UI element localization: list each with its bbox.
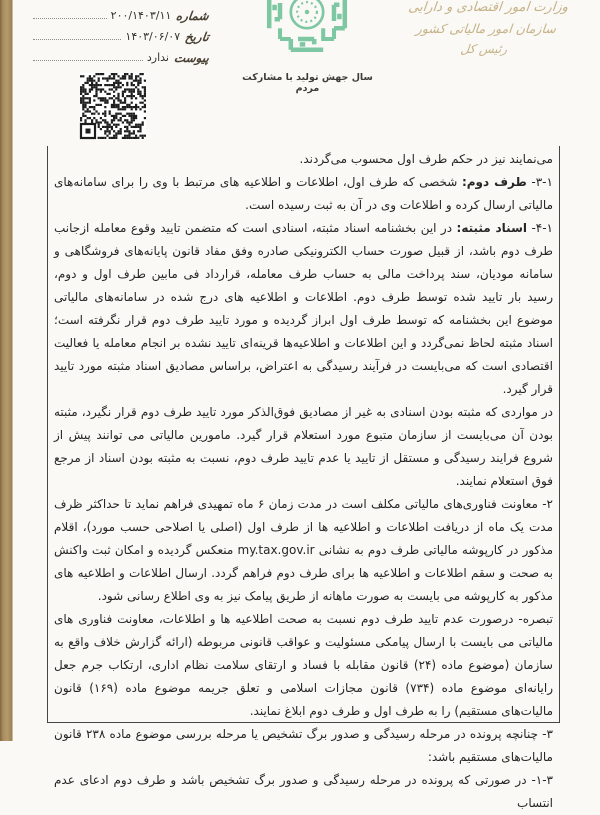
body-paragraph: ۱-۳- طرف دوم: شخصی که طرف اول، اطلاعات و اطلاعیه های مرتبط با وی را برای سامانه‌های مالیاتی ارسال کرده و اطلاعات وی در آن به ثبت رسیده است. (54, 175, 553, 212)
letterhead-heading (383, 0, 589, 59)
date-label: تاریخ (184, 30, 210, 44)
field-row-attachment (33, 44, 209, 65)
body-paragraph: در مواردی که مثبته بودن اسنادی به غیر از مصادیق فوق‌الذکر مورد تایید طرف دوم قرار نگیرد، مثبته بودن آن می‌بایست از سازمان متبوع مورد استعلام قرار گیرد. مامورین مالیاتی می توانند پیش از شروع فرایند رسیدگی و مستقل از تایید یا عدم تایید طرف دوم، نسبت به مثبته بودن اسناد از مرجع فوق استعلام نمایند. (54, 405, 553, 488)
date-value: ۱۴۰۳/۰۶/۰۷ (125, 30, 181, 43)
clause-number: ۳- (542, 727, 553, 741)
tax-administration-emblem-icon (262, 0, 352, 57)
body-paragraph: ۲- معاونت فناوری‌های مالیاتی مکلف است در مدت زمان ۶ ماه تمهیدی فراهم نماید تا حداکثر ظرف مدت یک ماه از دریافت اطلاعات و اطلاعیه ها از طرف اول (اصلی یا اصلاحی حسب مورد)، اقلام مذکور در کارپوشه مالیاتی طرف دوم به نشانی my.tax.gov.ir منعکس گردیده و امکان ثبت واکنش به صحت و سقم اطلاعات و اطلاعیه ها برای طرف دوم فراهم گردد. ارسال اطلاعات و اطلاعیه های مذکور به کارپوشه می بایست به صورت ماهانه از طریق پیامک نیز به وی اطلاع رسانی شود. (54, 497, 553, 603)
dotted-leader (33, 39, 121, 40)
number-label: شماره (175, 9, 210, 23)
dotted-leader (33, 18, 107, 19)
field-row-number (33, 2, 209, 23)
letter-meta-fields (33, 2, 209, 65)
attachment-value: ندارد (146, 51, 169, 64)
signatory-title: رئیس کل (459, 42, 508, 56)
clause-number: ۱-۳- (531, 175, 553, 189)
body-paragraph: تبصره- درصورت عدم تایید طرف دوم نسبت به صحت اطلاعیه ها و اطلاعات، معاونت فناوری های مالیاتی می بایست با ارسال پیامکی مسئولیت و عواقب قانونی مربوطه (ارائه گزارش خلاف واقع به سازمان (موضوع ماده (۲۴) قانون مقابله با فساد و ارتقای سلامت نظام اداری، ارتکاب جرم جعل رایانه‌ای موضوع ماده (۷۳۴) قانون مجازات اسلامی و تعلق جریمه موضوع ماده (۱۶۹) قانون مالیات‌های مستقیم) را به طرف اول و طرف دوم ابلاغ نمایند. (54, 612, 554, 718)
organization-name: سازمان امور مالیاتی کشور (415, 21, 557, 36)
ministry-name: وزارت امور اقتصادی و دارایی (407, 0, 569, 15)
qr-code-icon (80, 73, 146, 139)
clause-number: ۲- (542, 497, 553, 511)
page-edge-strip (0, 0, 13, 741)
field-row-date (33, 23, 209, 44)
attachment-label: پیوست (173, 51, 210, 65)
number-value: ۲۰۰/۱۴۰۳/۱۱ (110, 9, 172, 22)
body-paragraph: می‌نمایند نیز در حکم طرف اول محسوب می‌گردند. (299, 152, 553, 166)
clause-number: تبصره- (518, 612, 553, 626)
dotted-leader (33, 60, 143, 61)
letter-body-frame (47, 146, 560, 810)
body-paragraph: ۳-۱- در صورتی که پرونده در مرحله رسیدگی و صدور برگ تشخیص باشد و طرف دوم ادعای عدم انتساب (54, 773, 553, 810)
body-paragraph: ۳- چنانچه پرونده در مرحله رسیدگی و صدور برگ تشخیص یا مرحله بررسی موضوع ماده ۲۳۸ قانون مالیات‌های مستقیم باشد: (54, 727, 553, 764)
clause-number: ۱-۴- (531, 221, 553, 235)
clause-number: ۳-۱- (531, 773, 553, 787)
body-paragraph: ۱-۴- اسناد مثبته: در این بخشنامه اسناد مثبته، اسنادی است که متضمن تایید وقوع معامله ازجانب طرف دوم باشد، از قبیل صورت حساب الکترونیکی صادره وفق مفاد قانون پایانه‌های فروشگاهی و سامانه مودیان، سند پرداخت مالی به حساب طرف معامله، قرارداد فی مابین طرف اول و دوم، رسید بار تایید شده توسط طرف دوم. اطلاعات و اطلاعیه های درج شده در سامانه‌های مالیاتی موضوع این بخشنامه که توسط طرف اول ابراز گردیده و مورد تایید طرف دوم قرار نگرفته است؛ اسناد مثبته لحاظ نمی‌گردد و این اطلاعات و اطلاعیه‌ها قرینه‌ای تایید نشده بر انجام معامله یا فعالیت اقتصادی است که می‌بایست در فرآیند رسیدگی به اعتراض، براساس مصادیق اسناد مثبته مورد تایید قرار گیرد. (54, 221, 553, 396)
year-slogan: سال جهش تولید با مشارکت مردم (242, 72, 373, 94)
